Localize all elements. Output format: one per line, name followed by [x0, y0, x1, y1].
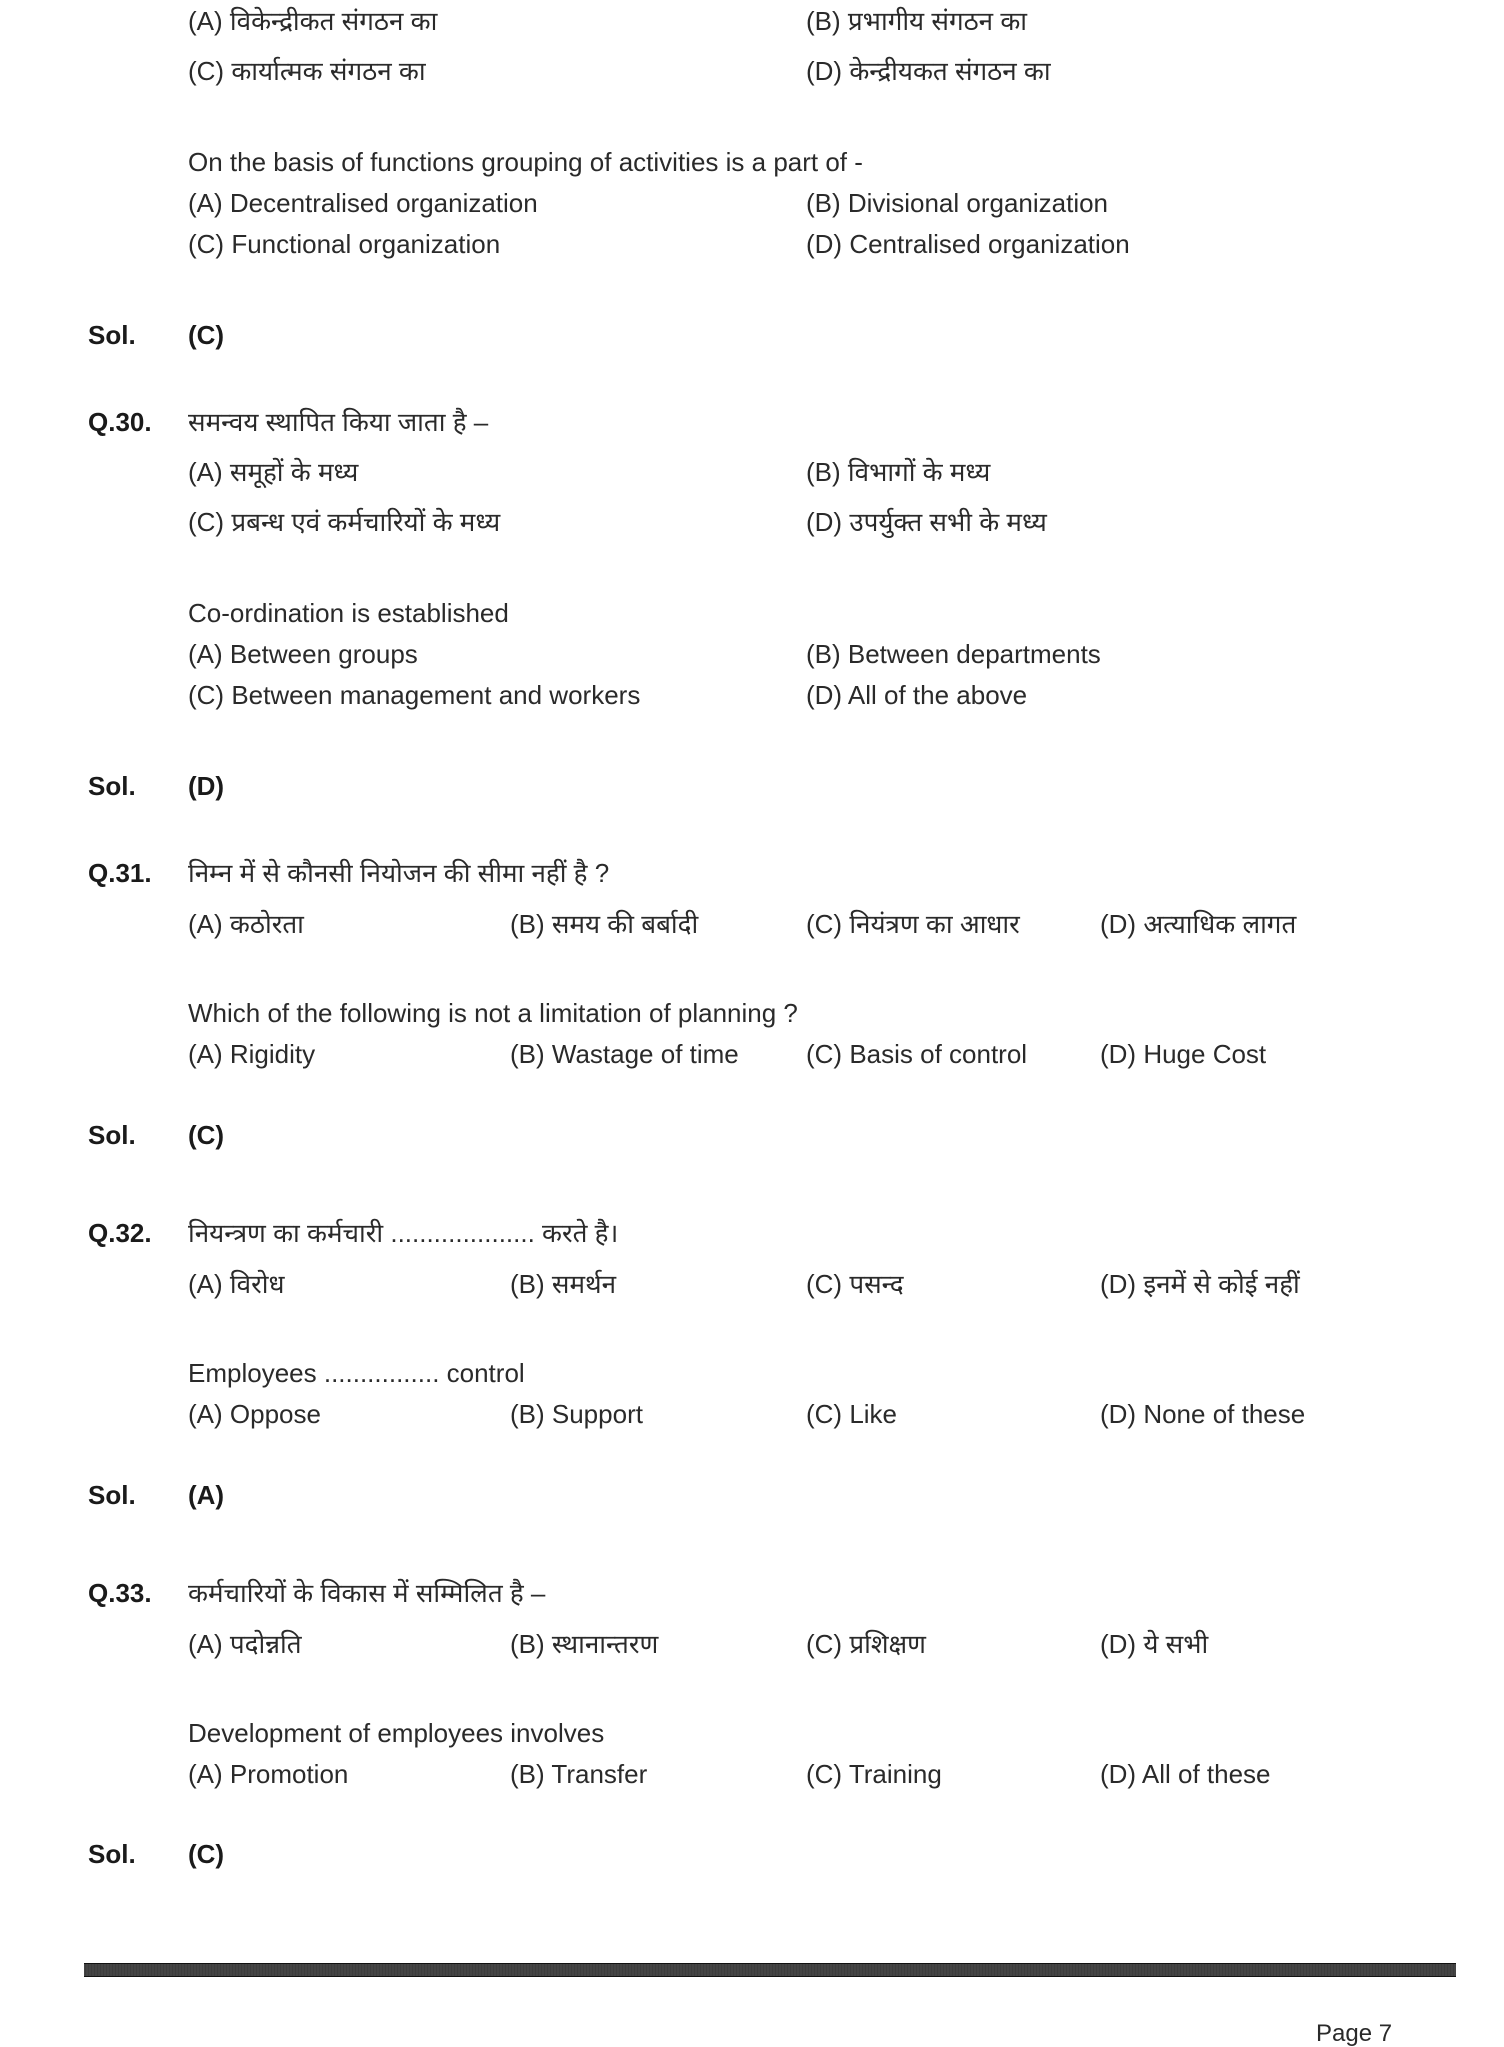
hindi-question: समन्वय स्थापित किया जाता है – [188, 407, 489, 437]
english-option-d: (D) Huge Cost [1100, 1039, 1267, 1069]
english-option-d: (D) All of the above [806, 680, 1028, 710]
hindi-option-c: (C) प्रशिक्षण [806, 1629, 926, 1659]
answer: (C) [188, 1839, 225, 1869]
english-option-c: (C) Like [806, 1399, 898, 1429]
english-option-c: (C) Training [806, 1759, 942, 1789]
hindi-question: निम्न में से कौनसी नियोजन की सीमा नहीं है ? [188, 858, 610, 888]
q29-english-option-a: (A) Decentralised organization [188, 188, 538, 218]
english-option-a: (A) Between groups [188, 639, 418, 669]
q29-english-option-d: (D) Centralised organization [806, 229, 1130, 259]
hindi-option-b: (B) विभागों के मध्य [806, 457, 991, 487]
sol-label: Sol. [88, 1120, 136, 1150]
english-option-a: (A) Rigidity [188, 1039, 316, 1069]
english-option-c: (C) Between management and workers [188, 680, 641, 710]
hindi-option-a: (A) कठोरता [188, 909, 304, 939]
sol-label: Sol. [88, 1839, 136, 1869]
hindi-option-a: (A) विरोध [188, 1269, 285, 1299]
q29-hindi-option-c: (C) कार्यात्मक संगठन का [188, 56, 426, 86]
english-question: Co-ordination is established [188, 598, 509, 628]
hindi-option-c: (C) पसन्द [806, 1269, 904, 1299]
hindi-option-a: (A) पदोन्नति [188, 1629, 302, 1659]
sol-label: Sol. [88, 771, 136, 801]
hindi-question: नियन्त्रण का कर्मचारी .................... करते है। [188, 1218, 619, 1248]
hindi-option-c: (C) प्रबन्ध एवं कर्मचारियों के मध्य [188, 507, 501, 537]
sol-label: Sol. [88, 1480, 136, 1510]
q29-hindi-option-b: (B) प्रभागीय संगठन का [806, 6, 1028, 36]
q29-english-option-b: (B) Divisional organization [806, 188, 1109, 218]
english-option-d: (D) All of these [1100, 1759, 1271, 1789]
english-question: Which of the following is not a limitation of planning ? [188, 998, 798, 1028]
q29-hindi-option-d: (D) केन्द्रीयकत संगठन का [806, 56, 1051, 86]
hindi-question: कर्मचारियों के विकास में सम्मिलित है – [188, 1578, 546, 1608]
english-option-b: (B) Wastage of time [510, 1039, 739, 1069]
hindi-option-d: (D) उपर्युक्त सभी के मध्य [806, 507, 1047, 537]
question-number: Q.32. [88, 1218, 152, 1248]
hindi-option-d: (D) ये सभी [1100, 1629, 1209, 1659]
page-number: Page 7 [1316, 2020, 1393, 2047]
question-number: Q.30. [88, 407, 152, 437]
english-option-c: (C) Basis of control [806, 1039, 1028, 1069]
english-option-b: (B) Between departments [806, 639, 1101, 669]
hindi-option-d: (D) अत्याधिक लागत [1100, 909, 1297, 939]
question-number: Q.31. [88, 858, 152, 888]
hindi-option-b: (B) स्थानान्तरण [510, 1629, 659, 1659]
hindi-option-b: (B) समय की बर्बादी [510, 909, 699, 939]
hindi-option-c: (C) नियंत्रण का आधार [806, 909, 1020, 939]
english-question: Employees ................ control [188, 1358, 525, 1388]
q29-english-option-c: (C) Functional organization [188, 229, 501, 259]
english-option-a: (A) Oppose [188, 1399, 321, 1429]
question-number: Q.33. [88, 1578, 152, 1608]
q29-answer: (C) [188, 320, 225, 350]
english-option-a: (A) Promotion [188, 1759, 349, 1789]
hindi-option-a: (A) समूहों के मध्य [188, 457, 359, 487]
answer: (A) [188, 1480, 225, 1510]
english-option-b: (B) Transfer [510, 1759, 648, 1789]
q29-english-question: On the basis of functions grouping of activities is a part of - [188, 147, 863, 177]
english-option-b: (B) Support [510, 1399, 643, 1429]
hindi-option-d: (D) इनमें से कोई नहीं [1100, 1269, 1300, 1299]
answer: (D) [188, 771, 225, 801]
english-question: Development of employees involves [188, 1718, 605, 1748]
answer: (C) [188, 1120, 225, 1150]
q29-sol-label: Sol. [88, 320, 136, 350]
footer-divider [84, 1963, 1456, 1977]
hindi-option-b: (B) समर्थन [510, 1269, 617, 1299]
english-option-d: (D) None of these [1100, 1399, 1306, 1429]
q29-hindi-option-a: (A) विकेन्द्रीकत संगठन का [188, 6, 438, 36]
